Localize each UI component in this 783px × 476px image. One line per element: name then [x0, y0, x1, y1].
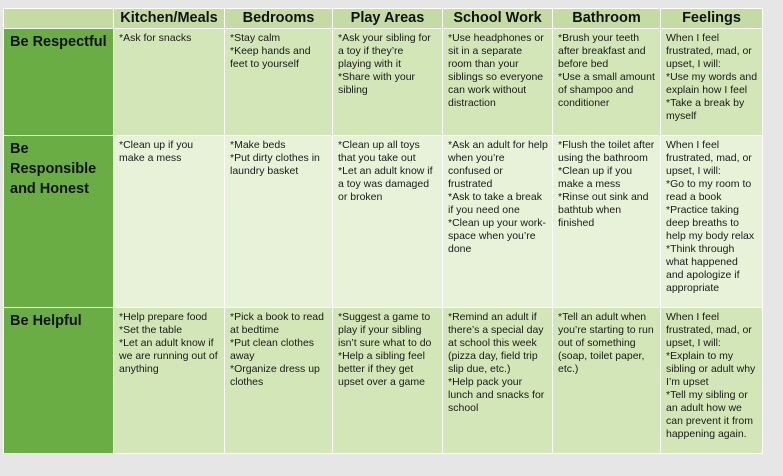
cell-respectful-bedrooms: *Stay calm *Keep hands and feet to yourself	[225, 29, 333, 136]
column-header-kitchen-meals: Kitchen/Meals	[114, 9, 225, 29]
cell-helpful-bathroom: *Tell an adult when you’re starting to run out of something (soap, toilet paper, etc.)	[553, 308, 661, 454]
cell-responsible-school-work: *Ask an adult for help when you’re confused or frustrated *Ask to take a break if you need one *Clean up your work-space when you’re done	[443, 136, 553, 308]
cell-helpful-bedrooms: *Pick a book to read at bedtime *Put clean clothes away *Organize dress up clothes	[225, 308, 333, 454]
cell-helpful-school-work: *Remind an adult if there’s a special day at school this week (pizza day, field trip slip due, etc.) *Help pack your lunch and snacks for school	[443, 308, 553, 454]
column-header-play-areas: Play Areas	[333, 9, 443, 29]
column-header-bedrooms: Bedrooms	[225, 9, 333, 29]
row-header-be-helpful: Be Helpful	[4, 308, 114, 454]
cell-helpful-play-areas: *Suggest a game to play if your sibling isn’t sure what to do *Help a sibling feel better if they get upset over a game	[333, 308, 443, 454]
cell-responsible-bathroom: *Flush the toilet after using the bathroom *Clean up if you make a mess *Rinse out sink and bathtub when finished	[553, 136, 661, 308]
cell-responsible-feelings: When I feel frustrated, mad, or upset, I will: *Go to my room to read a book *Practice taking deep breaths to help my body relax *Think through what happened and apologize if appropriate	[661, 136, 763, 308]
row-header-be-respectful: Be Respectful	[4, 29, 114, 136]
row-header-be-responsible-and-honest: Be Responsible and Honest	[4, 136, 114, 308]
column-header-school-work: School Work	[443, 9, 553, 29]
header-row	[4, 9, 763, 29]
behavior-matrix-table	[3, 8, 763, 454]
cell-helpful-kitchen-meals: *Help prepare food *Set the table *Let an adult know if we are running out of anything	[114, 308, 225, 454]
cell-helpful-feelings: When I feel frustrated, mad, or upset, I will: *Explain to my sibling or adult why I’m upset *Tell my sibling or an adult how we can prevent it from happening again.	[661, 308, 763, 454]
cell-responsible-play-areas: *Clean up all toys that you take out *Let an adult know if a toy was damaged or broken	[333, 136, 443, 308]
corner-cell	[4, 9, 114, 29]
cell-respectful-kitchen-meals: *Ask for snacks	[114, 29, 225, 136]
cell-respectful-play-areas: *Ask your sibling for a toy if they’re playing with it *Share with your sibling	[333, 29, 443, 136]
row-be-helpful	[4, 308, 763, 454]
row-be-respectful	[4, 29, 763, 136]
cell-respectful-school-work: *Use headphones or sit in a separate room than your siblings so everyone can work without distraction	[443, 29, 553, 136]
column-header-bathroom: Bathroom	[553, 9, 661, 29]
cell-responsible-kitchen-meals: *Clean up if you make a mess	[114, 136, 225, 308]
cell-respectful-feelings: When I feel frustrated, mad, or upset, I will: *Use my words and explain how I feel *Take a break by myself	[661, 29, 763, 136]
row-be-responsible-and-honest	[4, 136, 763, 308]
cell-respectful-bathroom: *Brush your teeth after breakfast and before bed *Use a small amount of shampoo and conditioner	[553, 29, 661, 136]
cell-responsible-bedrooms: *Make beds *Put dirty clothes in laundry basket	[225, 136, 333, 308]
column-header-feelings: Feelings	[661, 9, 763, 29]
